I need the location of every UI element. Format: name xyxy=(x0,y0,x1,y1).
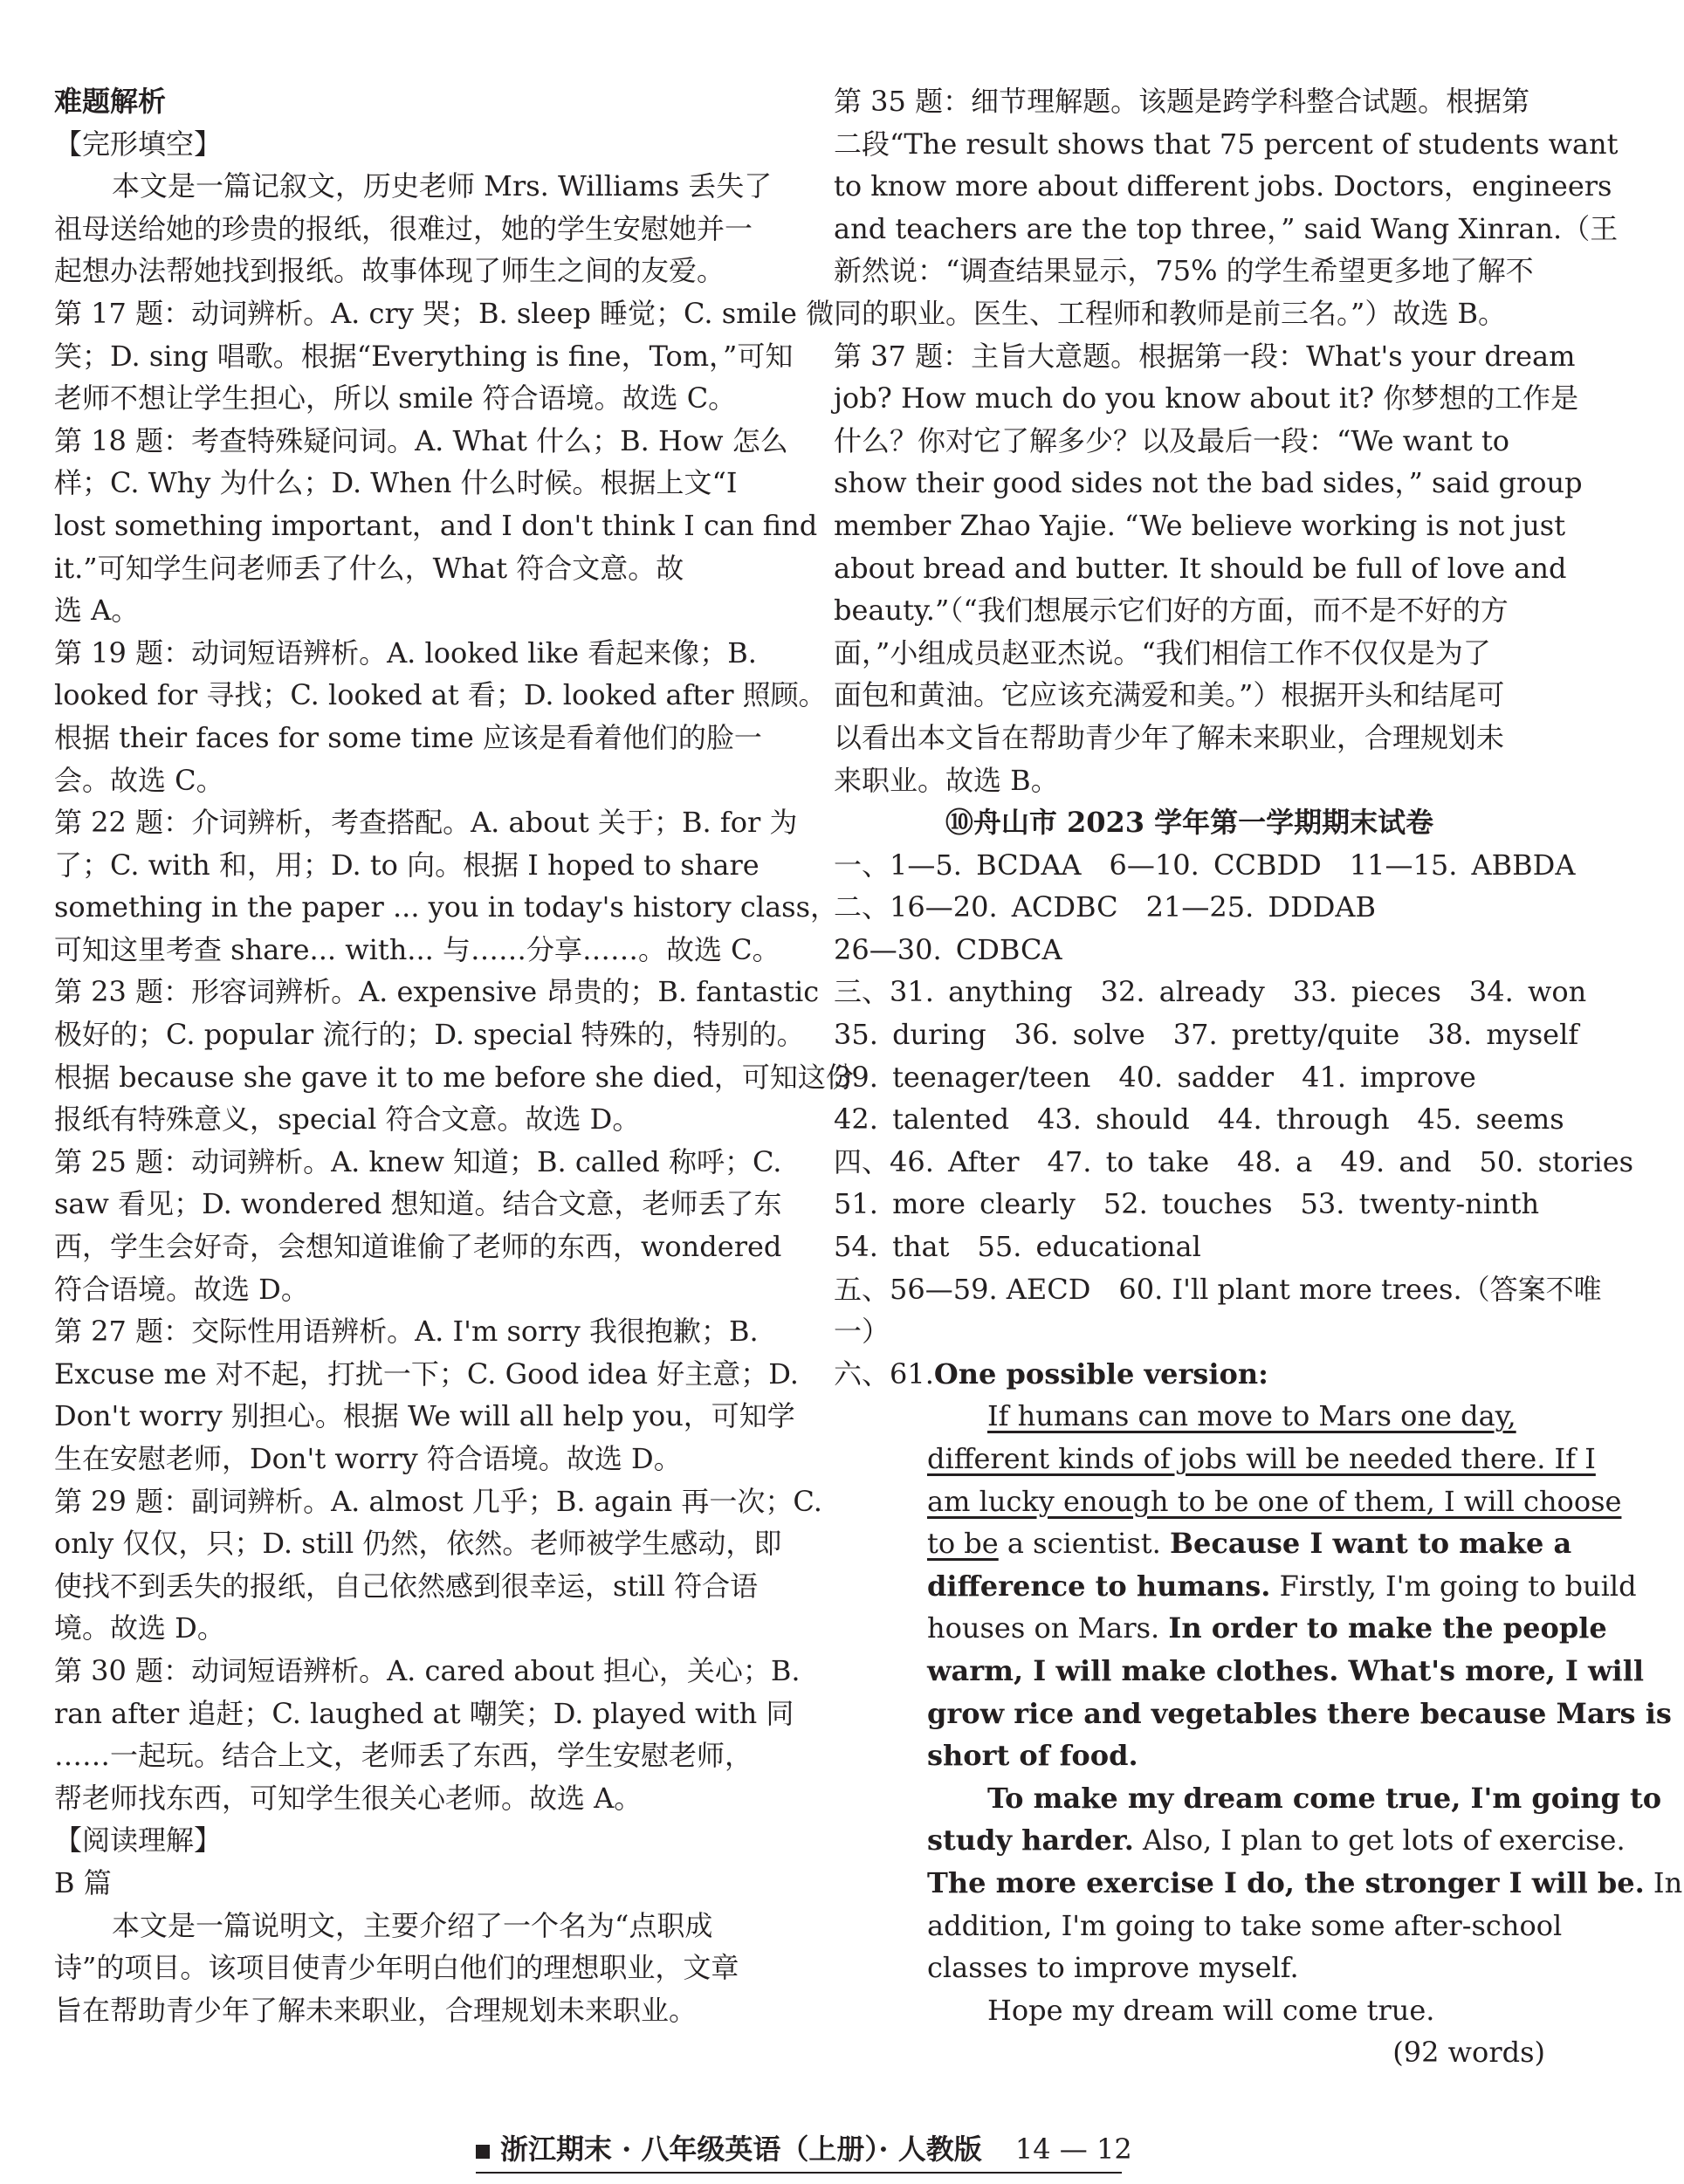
text-line: 第 30 题：动词短语辨析。A. cared about 担心，关心；B. xyxy=(54,1653,801,1687)
essay-heading xyxy=(834,1353,1545,1396)
text-line: 生在安慰老师，Don't worry 符合语境。故选 D。 xyxy=(54,1442,682,1475)
text-line: 第 37 题：主旨大意题。根据第一段：What's your dream xyxy=(834,339,1576,373)
essay-fragment: In xyxy=(1644,1865,1683,1899)
text-line: 会。故选 C。 xyxy=(54,763,224,797)
text-line: 报纸有特殊意义，special 符合文意。故选 D。 xyxy=(54,1102,641,1137)
text-line: 帮老师找东西，可知学生很关心老师。故选 A。 xyxy=(54,1781,643,1815)
essay-line: classes to improve myself. xyxy=(927,1951,1299,1985)
text-line: lost something important，and I don't think I can find xyxy=(54,508,818,542)
text-line: 来职业。故选 B。 xyxy=(834,763,1059,797)
text-line: 样；C. Why 为什么；D. When 什么时候。根据上文“I xyxy=(54,466,738,500)
section-heading-reading: 【阅读理解】 xyxy=(54,1823,223,1858)
text-line: ……一起玩。结合上文，老师丢了东西，学生安慰老师， xyxy=(54,1739,753,1773)
text-line: 符合语境。故选 D。 xyxy=(54,1272,309,1306)
text-line: 第 23 题：形容词辨析。A. expensive 昂贵的；B. fantastic xyxy=(54,975,820,1009)
text-line: 可知这里考查 share... with... 与……分享……。故选 C。 xyxy=(54,932,780,966)
text-line: 诗”的项目。该项目使青少年明白他们的理想职业，文章 xyxy=(54,1951,739,1985)
answer-line: 四、46. After 47. to take 48. a 49. and 50. stories xyxy=(834,1144,1634,1178)
page-number: 14 — 12 xyxy=(1014,2132,1132,2166)
text-line: 面包和黄油。它应该充满爱和美。”）根据开头和结尾可 xyxy=(834,678,1505,712)
text-line: 笑；D. sing 唱歌。根据“Everything is fine，Tom，”可知 xyxy=(54,339,794,373)
essay-line: Hope my dream will come true. xyxy=(987,1993,1435,2027)
answer-line: 26—30. CDBCA xyxy=(834,932,1062,966)
page-footer xyxy=(476,2130,1132,2174)
text-line: 使找不到丢失的报纸，自己依然感到很幸运，still 符合语 xyxy=(54,1569,759,1603)
answer-line: 二、16—20. ACDBC 21—25. DDDAB xyxy=(834,890,1377,924)
essay-heading-text: One possible version: xyxy=(933,1356,1268,1391)
text-line: 第 25 题：动词辨析。A. knew 知道；B. called 称呼；C. xyxy=(54,1144,782,1178)
essay-line xyxy=(834,1565,1637,1608)
essay-line: addition, I'm going to take some after-school xyxy=(927,1908,1563,1942)
text-line: saw 看见；D. wondered 想知道。结合文意，老师丢了东 xyxy=(54,1187,782,1221)
answer-line: 35. during 36. solve 37. pretty/quite 38. myself xyxy=(834,1018,1579,1052)
text-line: 什么？你对它了解多少？以及最后一段：“We want to xyxy=(834,423,1509,457)
essay-bold-fragment: Because I want to make a xyxy=(1169,1527,1572,1561)
text-line: 第 22 题：介词辨析，考查搭配。A. about 关于；B. for 为 xyxy=(54,806,798,840)
text-line: 根据 their faces for some time 应该是看着他们的脸一 xyxy=(54,720,762,754)
text-line: it.”可知学生问老师丢了什么，What 符合文意。故 xyxy=(54,551,684,585)
essay-fragment: Firstly, I'm going to build xyxy=(1270,1569,1637,1603)
answer-line: 42. talented 43. should 44. through 45. seems xyxy=(834,1102,1564,1137)
essay-prefix: 六、61. xyxy=(834,1356,934,1391)
essay-fragment: a scientist. xyxy=(998,1527,1170,1561)
text-line: 了；C. with 和，用；D. to 向。根据 I hoped to share xyxy=(54,848,760,882)
text-line: 二段“The result shows that 75 percent of students want xyxy=(834,127,1619,161)
text-line: 起想办法帮她找到报纸。故事体现了师生之间的友爱。 xyxy=(54,254,725,288)
essay-line: different kinds of jobs will be needed there. If I xyxy=(927,1442,1596,1475)
essay-bold-fragment: difference to humans. xyxy=(927,1569,1271,1603)
text-line: 第 18 题：考查特殊疑问词。A. What 什么；B. How 怎么 xyxy=(54,423,788,457)
answer-line: 五、56—59. AECD 60. I'll plant more trees.（答案不唯 xyxy=(834,1272,1602,1306)
text-line: 同的职业。医生、工程师和教师是前三名。”）故选 B。 xyxy=(834,296,1507,330)
text-line: 境。故选 D。 xyxy=(54,1611,225,1645)
text-line: 第 35 题：细节理解题。该题是跨学科整合试题。根据第 xyxy=(834,85,1530,118)
essay-line: If humans can move to Mars one day, xyxy=(987,1399,1516,1433)
text-line: 以看出本文旨在帮助青少年了解未来职业，合理规划未 xyxy=(834,720,1505,754)
essay-bold-fragment: In order to make the people xyxy=(1168,1611,1607,1645)
answer-line: 一、1—5. BCDAA 6—10. CCBDD 11—15. ABBDA xyxy=(834,848,1576,882)
text-line: 西，学生会好奇，会想知道谁偷了老师的东西，wondered xyxy=(54,1230,782,1264)
essay-fragment: Also, I plan to get lots of exercise. xyxy=(1133,1823,1626,1858)
text-line: 旨在帮助青少年了解未来职业，合理规划未来职业。 xyxy=(54,1993,698,2027)
answer-line: 54. that 55. educational xyxy=(834,1230,1201,1264)
left-column xyxy=(54,80,854,2031)
essay-line: short of food. xyxy=(927,1739,1138,1773)
text-line: show their good sides not the bad sides，” said group xyxy=(834,466,1583,500)
text-line: 第 19 题：动词短语辨析。A. looked like 看起来像；B. xyxy=(54,635,757,670)
essay-line xyxy=(834,1522,1572,1565)
answer-line: 39. teenager/teen 40. sadder 41. improve xyxy=(834,1060,1476,1094)
text-line: 老师不想让学生担心，所以 smile 符合语境。故选 C。 xyxy=(54,381,737,416)
essay-bold-fragment: The more exercise I do, the stronger I will be. xyxy=(927,1865,1645,1899)
essay-line: To make my dream come true, I'm going to xyxy=(987,1781,1662,1815)
essay-line: am lucky enough to be one of them, I will choose xyxy=(927,1484,1622,1518)
text-line: looked for 寻找；C. looked at 看；D. looked after 照顾。 xyxy=(54,678,827,712)
text-line: something in the paper ... you in today's history class， xyxy=(54,890,838,924)
text-line: 选 A。 xyxy=(54,594,140,628)
essay-line xyxy=(834,1607,1607,1650)
text-line: job? How much do you know about it? 你梦想的工作是 xyxy=(834,381,1579,416)
exam-title: ⑩舟山市 2023 学年第一学期期末试卷 xyxy=(945,806,1434,840)
text-line: 极好的；C. popular 流行的；D. special 特殊的，特别的。 xyxy=(54,1018,805,1052)
essay-line xyxy=(834,1862,1683,1905)
text-line: member Zhao Yajie. “We believe working is not just xyxy=(834,508,1566,542)
text-line: Don't worry 别担心。根据 We will all help you，可知学 xyxy=(54,1399,795,1433)
text-line: 面，”小组成员赵亚杰说。“我们相信工作不仅仅是为了 xyxy=(834,635,1491,670)
text-line: 本文是一篇记叙文，历史老师 Mrs. Williams 丢失了 xyxy=(112,169,773,203)
answer-line: 一） xyxy=(834,1315,890,1349)
text-line: about bread and butter. It should be full of love and xyxy=(834,551,1567,585)
section-title: 难题解析 xyxy=(54,85,167,118)
essay-line xyxy=(834,1819,1626,1862)
text-line: to know more about different jobs. Doctors，engineers xyxy=(834,169,1612,203)
passage-label: B 篇 xyxy=(54,1865,112,1899)
text-line: beauty.”（“我们想展示它们好的方面，而不是不好的方 xyxy=(834,594,1509,628)
text-line: 第 29 题：副词辨析。A. almost 几乎；B. again 再一次；C. xyxy=(54,1484,822,1518)
text-line: 第 17 题：动词辨析。A. cry 哭；B. sleep 睡觉；C. smile 微 xyxy=(54,296,835,330)
footer-title: 浙江期末 · 八年级英语（上册）· 人教版 xyxy=(500,2132,982,2166)
essay-underlined-fragment: to be xyxy=(927,1527,999,1561)
text-line: 祖母送给她的珍贵的报纸，很难过，她的学生安慰她并一 xyxy=(54,211,753,245)
text-line: and teachers are the top three，” said Wang Xinran.（王 xyxy=(834,211,1619,245)
text-line: 第 27 题：交际性用语辨析。A. I'm sorry 我很抱歉；B. xyxy=(54,1315,759,1349)
text-line: 新然说：“调查结果显示，75% 的学生希望更多地了解不 xyxy=(834,254,1534,288)
text-line: only 仅仅，只；D. still 仍然，依然。老师被学生感动，即 xyxy=(54,1527,782,1561)
answer-line: 三、31. anything 32. already 33. pieces 34. won xyxy=(834,975,1587,1009)
essay-line: grow rice and vegetables there because Mars is xyxy=(927,1696,1672,1730)
essay-fragment: houses on Mars. xyxy=(927,1611,1169,1645)
footer-square-icon xyxy=(476,2145,490,2159)
text-line: 本文是一篇说明文，主要介绍了一个名为“点职成 xyxy=(112,1908,713,1942)
word-count: (92 words) xyxy=(1392,2036,1545,2070)
text-line: Excuse me 对不起，打扰一下；C. Good idea 好主意；D. xyxy=(54,1356,799,1391)
essay-line: warm, I will make clothes. What's more, I will xyxy=(927,1653,1644,1687)
section-heading-cloze: 【完形填空】 xyxy=(54,127,223,161)
essay-bold-fragment: study harder. xyxy=(927,1823,1134,1858)
text-line: ran after 追赶；C. laughed at 嘲笑；D. played with 同 xyxy=(54,1696,794,1730)
right-column xyxy=(834,80,1683,2074)
text-line: 根据 because she gave it to me before she died，可知这份 xyxy=(54,1060,854,1094)
answer-line: 51. more clearly 52. touches 53. twenty-ninth xyxy=(834,1187,1540,1221)
